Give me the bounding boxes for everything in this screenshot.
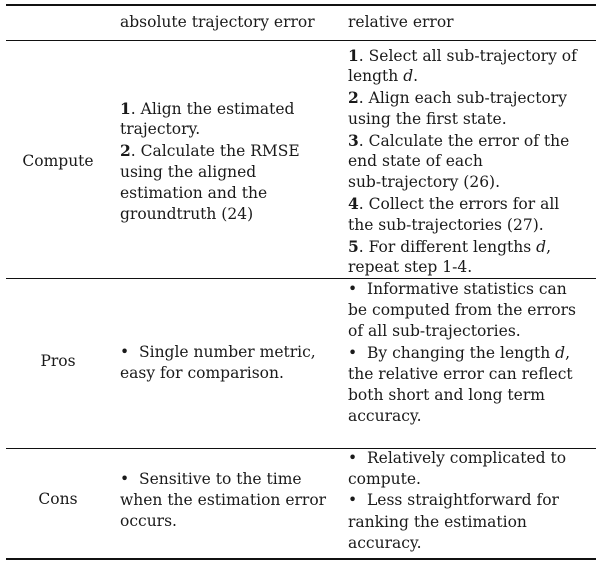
line-text: using the first state.: [348, 109, 507, 128]
cell-line: [120, 98, 294, 120]
cell-line: [348, 257, 472, 278]
step-number: 2: [348, 88, 359, 108]
line-text: be computed from the errors: [348, 301, 576, 320]
line-text: when the estimation error: [120, 491, 327, 510]
line-text: . For different lengths: [358, 237, 537, 256]
line-text: compute.: [348, 470, 421, 489]
cell-line: [348, 300, 576, 321]
line-text: the relative error can reflect: [348, 364, 573, 383]
line-text: . Calculate the RMSE: [130, 142, 300, 161]
cell-line: [348, 448, 566, 469]
header-absolute-trajectory-error: absolute trajectory error: [120, 13, 315, 31]
step-number: 4: [348, 194, 359, 214]
cell-line: [120, 342, 316, 363]
line-text: the sub-trajectories (27).: [348, 215, 544, 234]
line-text: . Align the estimated: [130, 100, 295, 118]
cell-line: [348, 279, 567, 300]
line-text: . Collect the errors for all: [358, 195, 560, 214]
cell-line: [348, 193, 559, 215]
math-variable: d: [555, 343, 566, 362]
header-rule: [6, 40, 596, 41]
cell-line: [348, 512, 527, 533]
cell-line: [348, 130, 569, 152]
cell-line: [348, 236, 551, 258]
row-label-compute: Compute: [22, 152, 94, 170]
step-number: 1: [120, 99, 131, 118]
cell-line: [348, 109, 507, 130]
line-tail: .: [413, 67, 419, 86]
cell-line: [348, 66, 418, 87]
line-text: . Align each sub-trajectory: [358, 89, 567, 108]
cell-line: [120, 204, 253, 225]
cell-line: [348, 45, 577, 67]
line-text: . Select all sub-trajectory of: [358, 47, 577, 65]
line-text: end state of each: [348, 152, 483, 170]
step-number: 2: [120, 141, 131, 161]
line-tail: ,: [565, 343, 571, 362]
line-text: occurs.: [120, 512, 177, 531]
cell-line: [120, 119, 200, 140]
cell-line: [348, 469, 421, 490]
row-label-pros: Pros: [40, 352, 76, 370]
math-variable: d: [536, 237, 547, 256]
cell-line: [120, 183, 267, 204]
step-number: 5: [348, 236, 359, 256]
cell-line: [348, 406, 422, 427]
cell-line: [348, 87, 567, 109]
bottom-rule: [6, 558, 596, 560]
row-label-cons: Cons: [38, 490, 78, 508]
line-text: both short and long term: [348, 386, 545, 404]
line-text: ranking the estimation: [348, 512, 527, 531]
cell-line: [120, 511, 177, 532]
cell-line: [348, 321, 521, 342]
cell-line: [120, 140, 300, 162]
cell-line: [120, 363, 284, 384]
line-text: easy for comparison.: [120, 364, 284, 383]
line-text: • Informative statistics can: [348, 280, 567, 298]
line-tail: ,: [546, 237, 552, 256]
math-variable: d: [403, 67, 414, 86]
line-text: length: [348, 67, 404, 86]
line-text: repeat step 1-4.: [348, 258, 473, 276]
cell-line: [348, 533, 422, 554]
line-text: estimation and the: [120, 183, 268, 202]
line-text: • Sensitive to the time: [120, 470, 302, 488]
line-text: • Relatively complicated to: [348, 449, 567, 467]
header-relative-error: relative error: [348, 13, 454, 31]
line-text: • Less straightforward for: [348, 491, 559, 510]
line-text: groundtruth (24): [120, 205, 254, 223]
cell-line: [348, 343, 570, 364]
top-rule: [6, 4, 596, 6]
line-text: using the aligned: [120, 162, 257, 181]
cell-line: [348, 490, 559, 511]
step-number: 3: [348, 130, 359, 150]
cell-line: [348, 172, 500, 193]
line-text: accuracy.: [348, 407, 422, 426]
cell-line: [348, 385, 545, 406]
cell-line: [120, 490, 326, 511]
line-text: accuracy.: [348, 533, 422, 552]
step-number: 1: [348, 46, 359, 65]
line-text: . Calculate the error of the: [358, 131, 570, 150]
cell-line: [348, 364, 573, 385]
line-text: sub-trajectory (26).: [348, 173, 501, 192]
cell-line: [120, 162, 256, 183]
line-text: • By changing the length: [348, 343, 556, 362]
cell-line: [120, 469, 302, 490]
cell-line: [348, 215, 544, 236]
line-text: trajectory.: [120, 120, 201, 139]
line-text: • Single number metric,: [120, 343, 316, 361]
cell-line: [348, 151, 483, 172]
line-text: of all sub-trajectories.: [348, 322, 521, 341]
